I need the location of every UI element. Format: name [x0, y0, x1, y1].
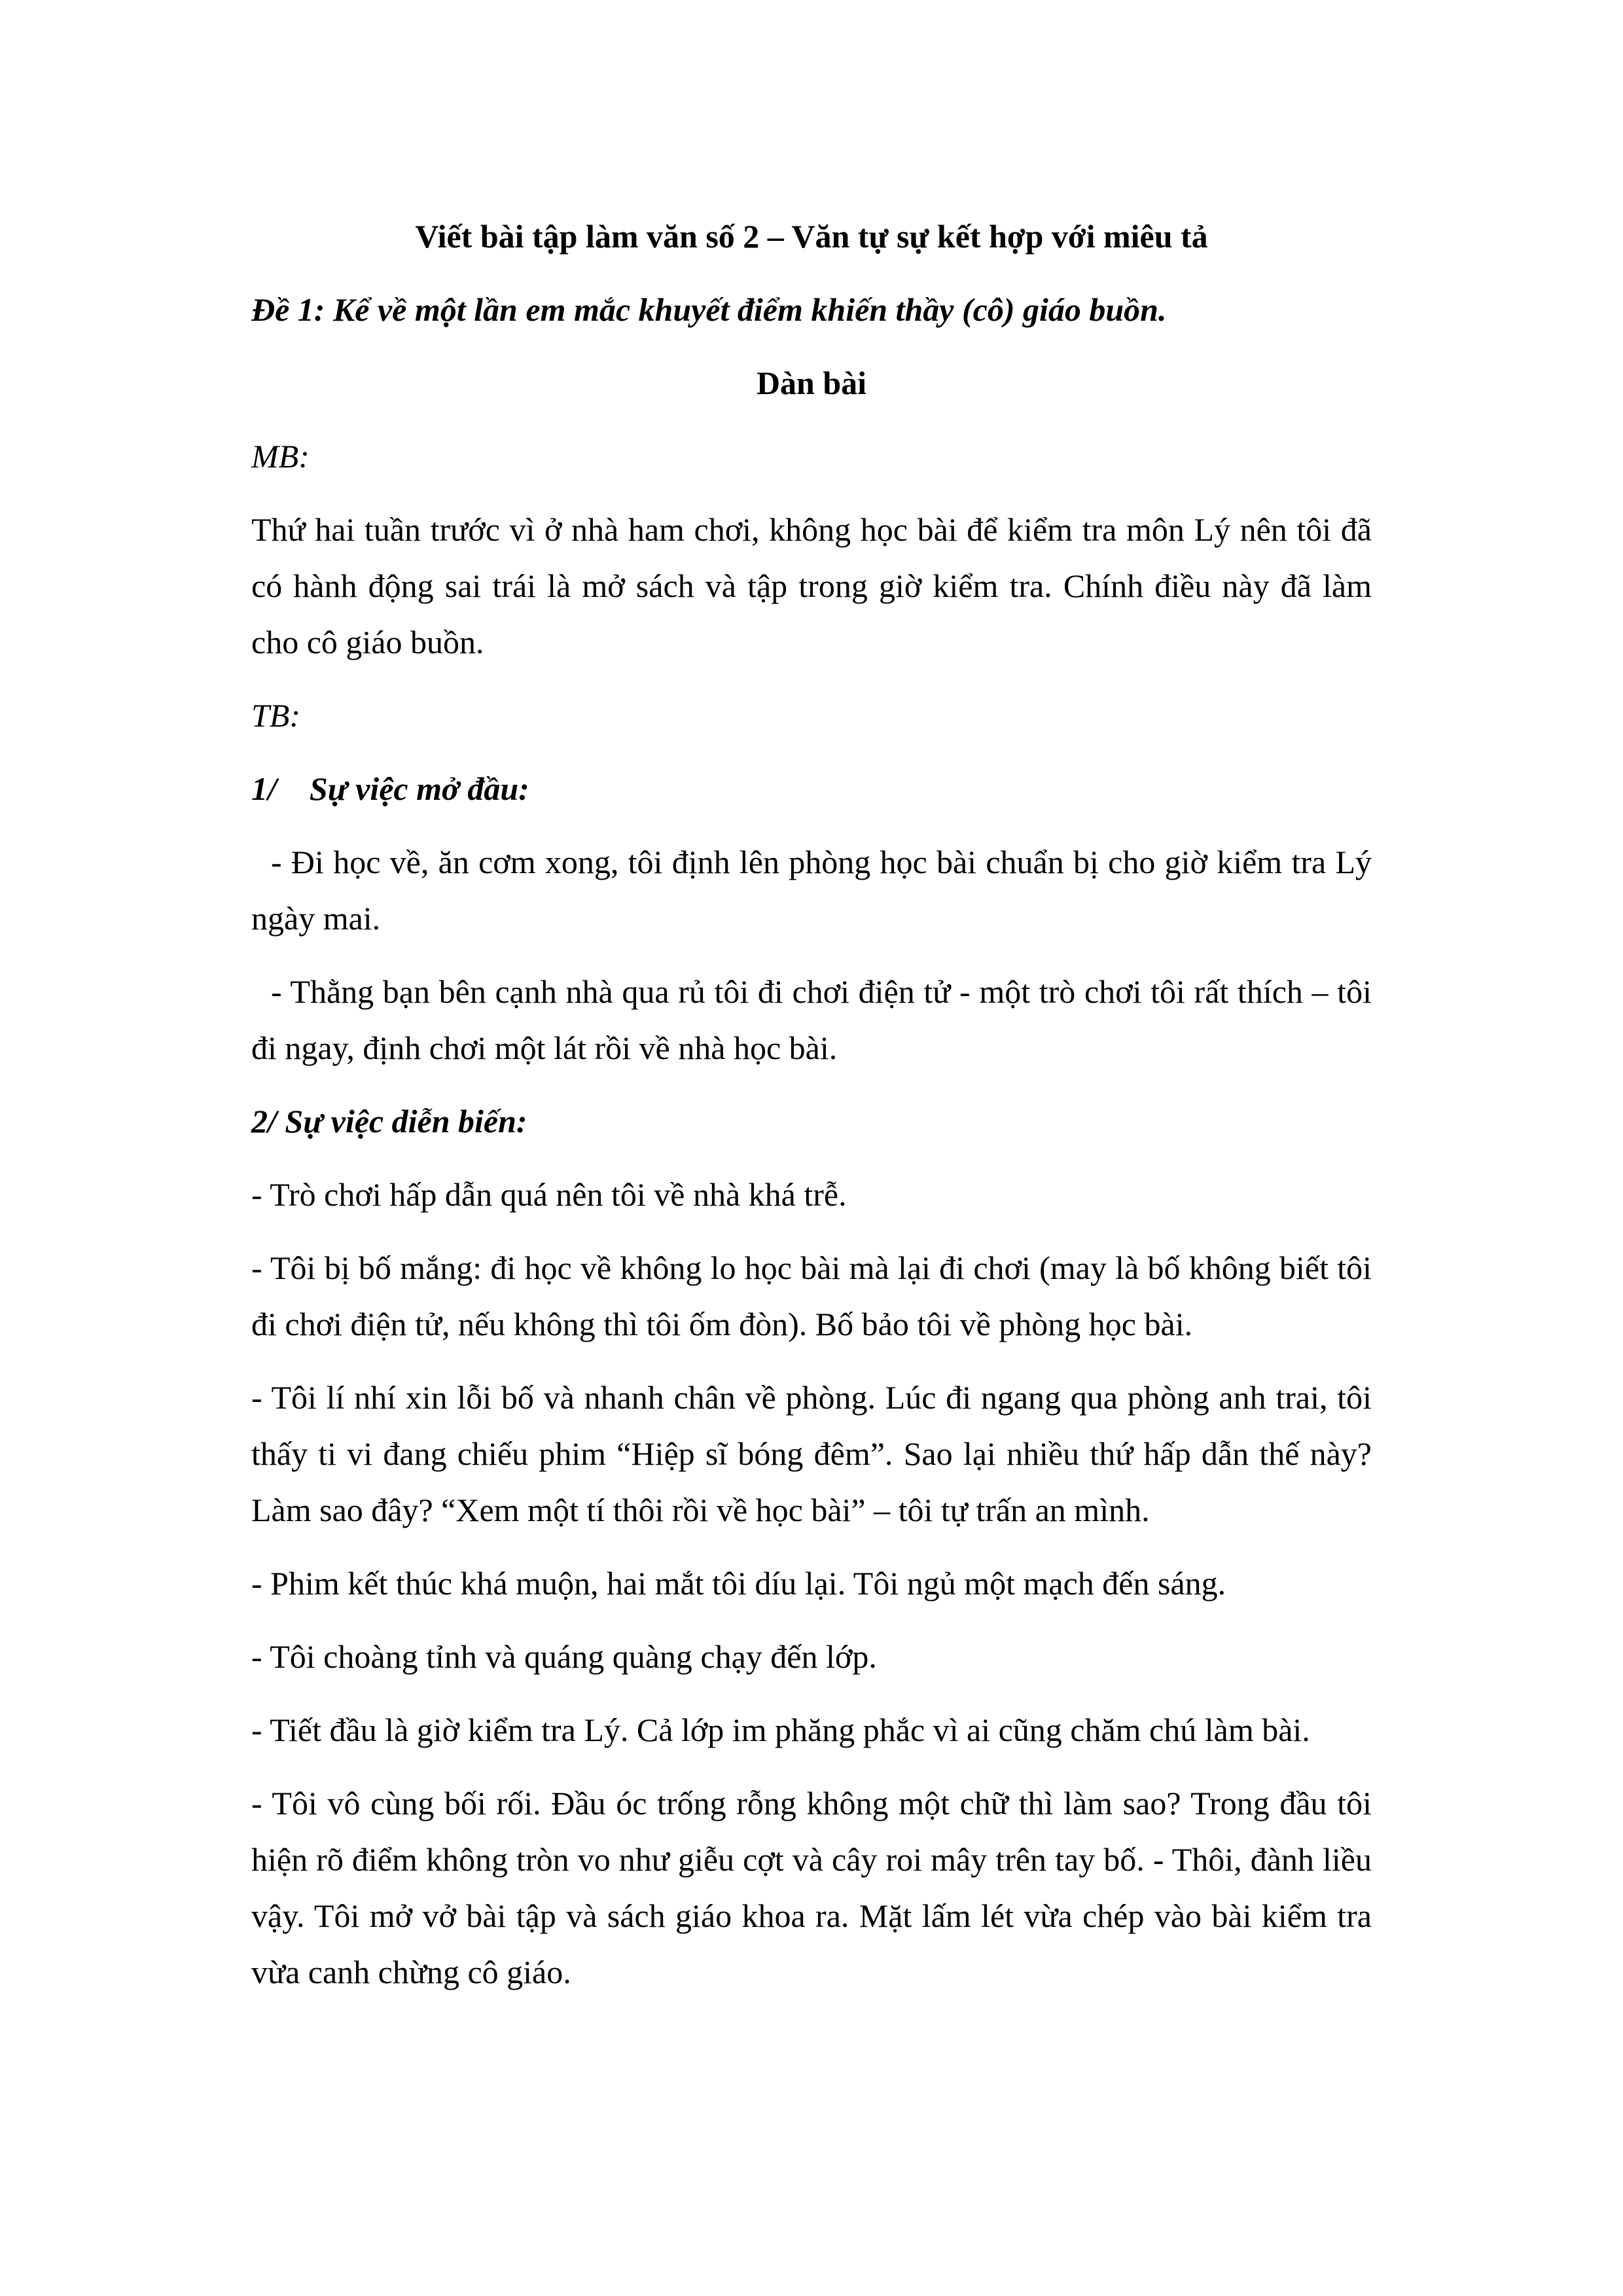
document-body	[251, 208, 1372, 2000]
section-1-item: - Thằng bạn bên cạnh nhà qua rủ tôi đi chơi điện tử - một trò chơi tôi rất thích – tôi đi ngay, định chơi một lát rồi về nhà học bài.	[251, 973, 1372, 1066]
section-2-heading: 2/ Sự việc diễn biến:	[251, 1103, 527, 1139]
section-1-item: - Đi học về, ăn cơm xong, tôi định lên phòng học bài chuẩn bị cho giờ kiểm tra Lý ngày mai.	[251, 844, 1372, 937]
section-2-item: - Phim kết thúc khá muộn, hai mắt tôi díu lại. Tôi ngủ một mạch đến sáng.	[251, 1565, 1226, 1602]
section-1-heading: 1/ Sự việc mở đầu:	[251, 770, 529, 807]
mb-label: MB:	[251, 438, 310, 475]
section-2-item: - Trò chơi hấp dẫn quá nên tôi về nhà khá trễ.	[251, 1176, 847, 1213]
section-2-item: - Tiết đầu là giờ kiểm tra Lý. Cả lớp im phăng phắc vì ai cũng chăm chú làm bài.	[251, 1712, 1310, 1748]
outline-heading: Dàn bài	[756, 365, 867, 401]
mb-paragraph: Thứ hai tuần trước vì ở nhà ham chơi, không học bài để kiểm tra môn Lý nên tôi đã có hành động sai trái là mở sách và tập trong giờ kiểm tra. Chính điều này đã làm cho cô giáo buồn.	[251, 511, 1372, 660]
page-title: Viết bài tập làm văn số 2 – Văn tự sự kết hợp với miêu tả	[415, 218, 1208, 255]
section-2-item: - Tôi bị bố mắng: đi học về không lo học bài mà lại đi chơi (may là bố không biết tôi đi chơi điện tử, nếu không thì tôi ốm đòn). Bố bảo tôi về phòng học bài.	[251, 1249, 1372, 1342]
tb-label: TB:	[251, 697, 300, 734]
section-2-item: - Tôi choàng tỉnh và quáng quàng chạy đến lớp.	[251, 1638, 877, 1675]
essay-prompt: Đề 1: Kể về một lần em mắc khuyết điểm khiến thầy (cô) giáo buồn.	[251, 291, 1167, 328]
section-2-item: - Tôi lí nhí xin lỗi bố và nhanh chân về phòng. Lúc đi ngang qua phòng anh trai, tôi thấy ti vi đang chiếu phim “Hiệp sĩ bóng đêm”. Sao lại nhiều thứ hấp dẫn thế này? Làm sao đây? “Xem một tí thôi rồi về học bài” – tôi tự trấn an mình.	[251, 1379, 1372, 1528]
section-2-item: - Tôi vô cùng bối rối. Đầu óc trống rỗng không một chữ thì làm sao? Trong đầu tôi hiện rõ điểm không tròn vo như giễu cợt và cây roi mây trên tay bố. - Thôi, đành liều vậy. Tôi mở vở bài tập và sách giáo khoa ra. Mặt lấm lét vừa chép vào bài kiểm tra vừa canh chừng cô giáo.	[251, 1785, 1372, 1990]
